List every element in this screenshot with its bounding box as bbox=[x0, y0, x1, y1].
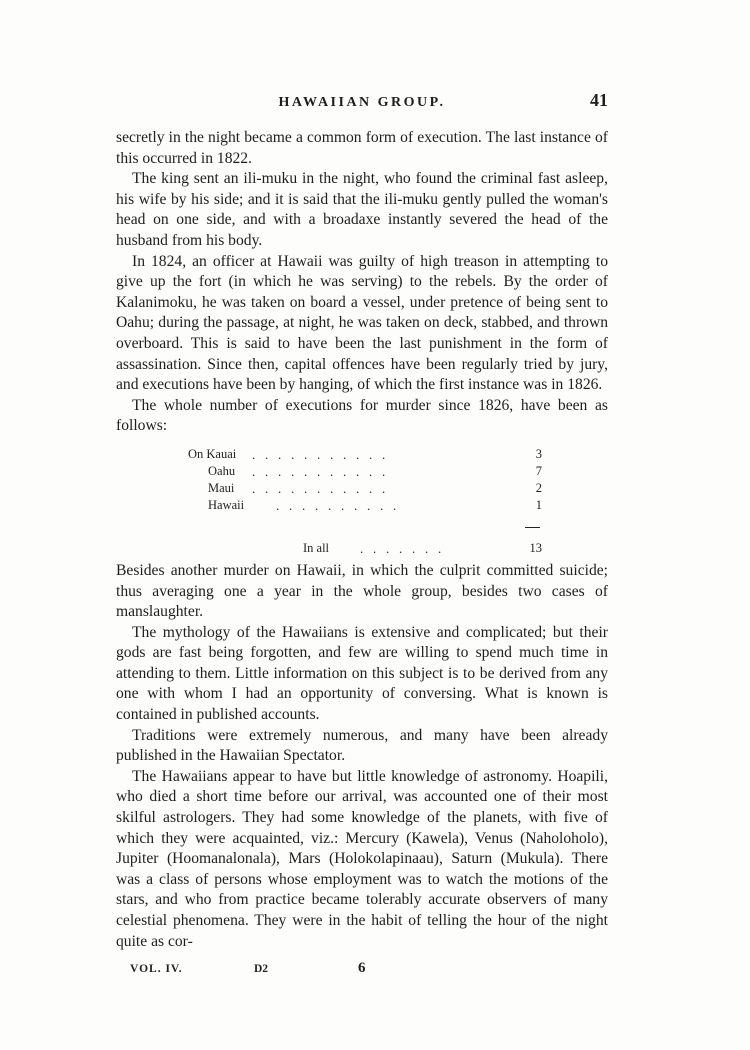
leader-dots: . . . . . . . . . . . bbox=[252, 463, 386, 479]
page-footer bbox=[130, 960, 530, 980]
page-number: 41 bbox=[590, 90, 608, 110]
table-total-row bbox=[116, 541, 608, 558]
leader-dots: . . . . . . . . . . bbox=[276, 497, 397, 513]
row-count: 3 bbox=[535, 446, 542, 461]
leader-dots: . . . . . . . . . . . bbox=[252, 446, 386, 462]
paragraph: Traditions were extremely numerous, and many have been already published in the Hawaiian Spectator. bbox=[116, 726, 608, 765]
page-header bbox=[116, 90, 608, 116]
total-rule bbox=[525, 527, 540, 528]
executions-table bbox=[116, 443, 608, 561]
paragraph: In 1824, an officer at Hawaii was guilty of high treason in attempting to give up the fort (in which he was serving) to the rebels. By the order of Kalanimoku, he was taken on board a vessel, under pretence of being sent to Oahu; during the passage, at night, he was taken on deck, stabbed, and thrown overboard. This is said to have been the last punishment in the form of assassination. Since then, capital offences have been regularly tried by jury, and executions have been by hanging, of which the first instance was in 1826. bbox=[116, 252, 608, 394]
table-row bbox=[116, 481, 608, 498]
paragraph: The king sent an ili-muku in the night, who found the criminal fast asleep, his wife by his side; and it is said that the ili-muku gently pulled the woman's head on one side, and with a broadaxe instantly severed the head of the husband from his body. bbox=[116, 170, 608, 249]
table-row bbox=[116, 498, 608, 515]
volume-label: VOL. IV. bbox=[130, 963, 183, 975]
row-count: 1 bbox=[535, 497, 542, 512]
body-text bbox=[116, 128, 608, 952]
paragraph: The mythology of the Hawaiians is extensive and complicated; but their gods are fast being forgotten, and few are willing to spend much time in attending to them. Little information on this subject is to be derived from any one with whom I had an opportunity of conversing. What is known is contained in published accounts. bbox=[116, 623, 608, 724]
paragraph: secretly in the night became a common form of execution. The last instance of this occurred in 1822. bbox=[116, 129, 608, 167]
signature-mark: D2 bbox=[254, 963, 269, 975]
sheet-number: 6 bbox=[358, 960, 366, 976]
leader-dots: . . . . . . . . . . . bbox=[252, 480, 386, 496]
paragraph: Besides another murder on Hawaii, in which the culprit committed suicide; thus averaging one a year in the whole group, besides two cases of manslaughter. bbox=[116, 561, 608, 621]
row-count: 7 bbox=[535, 463, 542, 478]
running-head: HAWAIIAN GROUP. bbox=[278, 95, 446, 110]
table-row bbox=[116, 447, 608, 464]
row-place: Maui bbox=[208, 480, 235, 495]
total-count: 13 bbox=[529, 540, 542, 555]
total-label: In all bbox=[303, 540, 330, 555]
table-row bbox=[116, 464, 608, 481]
row-place: On Kauai bbox=[188, 446, 237, 461]
paragraph: The Hawaiians appear to have but little knowledge of astronomy. Hoapili, who died a short time before our arrival, was accounted one of their most skilful astrologers. They had some knowledge of the planets, with five of which they were acquainted, viz.: Mercury (Kawela), Venus (Naholoholo), Jupiter (Hoomanalonala), Mars (Holokolapinaau), Saturn (Mukula). There was a class of persons whose employment was to watch the motions of the stars, and who from practice became tolerably accurate observers of many celestial phenomena. They were in the habit of telling the hour of the night quite as cor- bbox=[116, 767, 608, 950]
row-place: Oahu bbox=[208, 463, 236, 478]
leader-dots: . . . . . . . bbox=[360, 540, 442, 556]
row-count: 2 bbox=[535, 480, 542, 495]
row-place: Hawaii bbox=[208, 497, 245, 512]
paragraph: The whole number of executions for murder since 1826, have been as follows: bbox=[116, 396, 608, 435]
